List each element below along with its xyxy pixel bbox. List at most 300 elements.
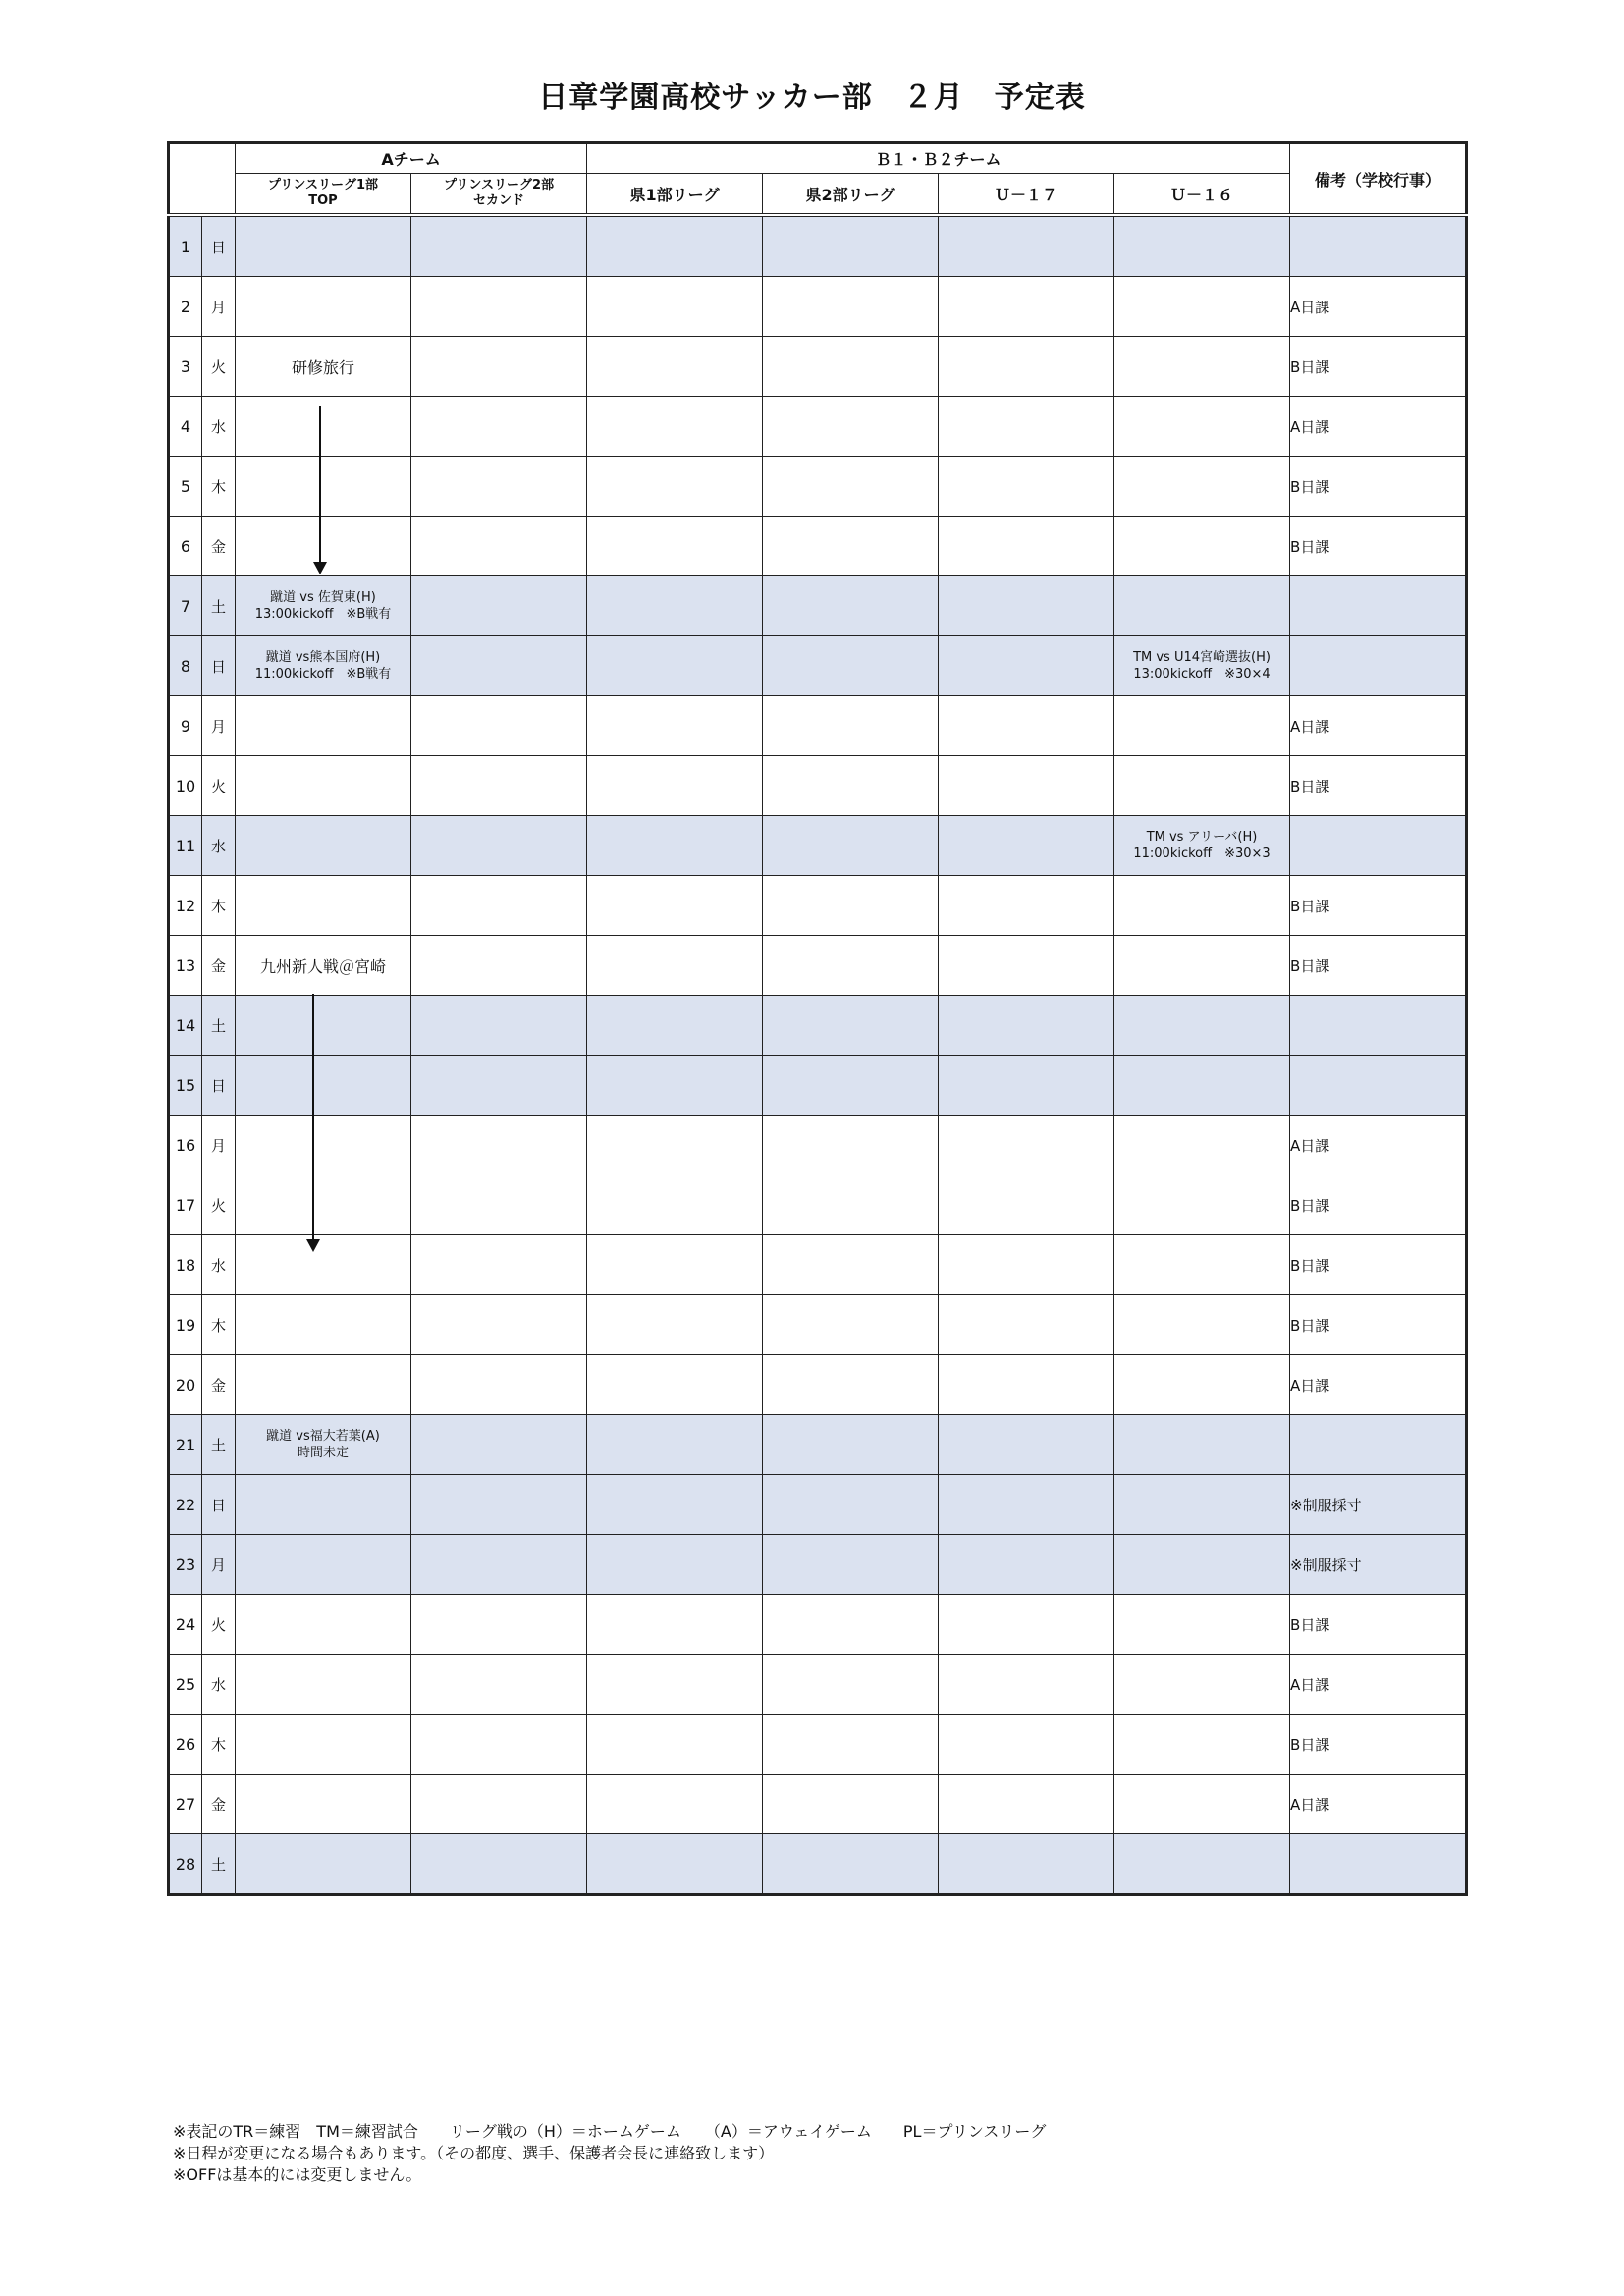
cell-prince1 — [236, 876, 411, 936]
cell-prince1 — [236, 576, 411, 636]
cell-pref2 — [763, 1056, 939, 1116]
cell-prince1 — [236, 397, 411, 457]
cell-pref2 — [763, 277, 939, 337]
cell-pref1 — [587, 996, 763, 1056]
cell-prince1 — [236, 337, 411, 397]
day-number: 13 — [169, 936, 202, 996]
cell-prince2 — [411, 1056, 587, 1116]
day-of-week: 土 — [202, 1415, 236, 1475]
day-row — [169, 1475, 1467, 1535]
day-row — [169, 636, 1467, 696]
cell-prince2 — [411, 397, 587, 457]
cell-remarks: A日課 — [1290, 397, 1467, 457]
cell-pref2 — [763, 696, 939, 756]
day-number: 16 — [169, 1116, 202, 1175]
cell-u16 — [1114, 996, 1290, 1056]
cell-prince1 — [236, 1295, 411, 1355]
cell-prince1 — [236, 936, 411, 996]
cell-pref2 — [763, 1116, 939, 1175]
footer-note-3: ※OFFは基本的には変更しません。 — [173, 2165, 422, 2184]
cell-pref1 — [587, 1355, 763, 1415]
cell-pref1 — [587, 1175, 763, 1235]
cell-pref2 — [763, 1595, 939, 1655]
cell-prince1 — [236, 1535, 411, 1595]
cell-remarks: B日課 — [1290, 756, 1467, 816]
cell-pref2 — [763, 1415, 939, 1475]
cell-remarks — [1290, 1415, 1467, 1475]
day-row — [169, 457, 1467, 517]
cell-prince2 — [411, 1175, 587, 1235]
day-row — [169, 936, 1467, 996]
day-number: 4 — [169, 397, 202, 457]
day-number: 9 — [169, 696, 202, 756]
day-number: 22 — [169, 1475, 202, 1535]
day-row — [169, 816, 1467, 876]
cell-pref1 — [587, 1655, 763, 1715]
cell-u16 — [1114, 1595, 1290, 1655]
day-number: 15 — [169, 1056, 202, 1116]
footer-notes — [173, 2121, 1046, 2186]
cell-u16 — [1114, 1056, 1290, 1116]
day-number: 10 — [169, 756, 202, 816]
cell-u17 — [939, 337, 1114, 397]
day-number: 5 — [169, 457, 202, 517]
cell-remarks — [1290, 576, 1467, 636]
cell-pref1 — [587, 277, 763, 337]
cell-prince2 — [411, 1655, 587, 1715]
cell-prince1 — [236, 1116, 411, 1175]
cell-prince1 — [236, 1715, 411, 1775]
day-number: 21 — [169, 1415, 202, 1475]
cell-u16 — [1114, 1235, 1290, 1295]
cell-prince2 — [411, 1715, 587, 1775]
group-a-header: Aチーム — [236, 143, 587, 174]
cell-pref1 — [587, 1235, 763, 1295]
day-number: 26 — [169, 1715, 202, 1775]
cell-prince2 — [411, 936, 587, 996]
cell-remarks: B日課 — [1290, 337, 1467, 397]
cell-remarks: A日課 — [1290, 1775, 1467, 1834]
cell-u17 — [939, 816, 1114, 876]
footer-note-2: ※日程が変更になる場合もあります。（その都度、選手、保護者会長に連絡致します） — [173, 2144, 775, 2162]
cell-pref2 — [763, 756, 939, 816]
day-row — [169, 1056, 1467, 1116]
cell-pref1 — [587, 576, 763, 636]
cell-u17 — [939, 696, 1114, 756]
day-of-week: 土 — [202, 996, 236, 1056]
day-of-week: 土 — [202, 1834, 236, 1895]
cell-prince1 — [236, 816, 411, 876]
day-of-week: 日 — [202, 1475, 236, 1535]
cell-prince2 — [411, 277, 587, 337]
cell-u17 — [939, 517, 1114, 576]
cell-prince1 — [236, 215, 411, 277]
cell-prince1 — [236, 1595, 411, 1655]
group-b-header: Ｂ１・Ｂ２チーム — [587, 143, 1290, 174]
day-of-week: 木 — [202, 457, 236, 517]
cell-remarks — [1290, 215, 1467, 277]
day-number: 20 — [169, 1355, 202, 1415]
cell-u16 — [1114, 337, 1290, 397]
cell-u16 — [1114, 696, 1290, 756]
cell-pref1 — [587, 337, 763, 397]
cell-prince2 — [411, 636, 587, 696]
cell-prince2 — [411, 1775, 587, 1834]
cell-u16 — [1114, 756, 1290, 816]
cell-prince2 — [411, 457, 587, 517]
cell-u17 — [939, 636, 1114, 696]
day-row — [169, 996, 1467, 1056]
cell-u17 — [939, 277, 1114, 337]
cell-pref2 — [763, 636, 939, 696]
cell-remarks: B日課 — [1290, 1175, 1467, 1235]
cell-pref1 — [587, 1295, 763, 1355]
cell-u16 — [1114, 277, 1290, 337]
day-number: 28 — [169, 1834, 202, 1895]
col-prince2-line2: セカンド — [473, 193, 525, 208]
cell-u16 — [1114, 1535, 1290, 1595]
cell-pref1 — [587, 1415, 763, 1475]
cell-u17 — [939, 1235, 1114, 1295]
cell-prince2 — [411, 517, 587, 576]
cell-u16 — [1114, 397, 1290, 457]
day-of-week: 月 — [202, 1535, 236, 1595]
day-number: 7 — [169, 576, 202, 636]
cell-u17 — [939, 576, 1114, 636]
schedule-table — [167, 141, 1468, 1896]
cell-prince1 — [236, 1056, 411, 1116]
day-row — [169, 1175, 1467, 1235]
corner-cell — [169, 143, 236, 216]
cell-prince2 — [411, 876, 587, 936]
cell-u16 — [1114, 1655, 1290, 1715]
day-number: 14 — [169, 996, 202, 1056]
cell-u17 — [939, 1116, 1114, 1175]
cell-prince2 — [411, 1116, 587, 1175]
cell-prince1 — [236, 756, 411, 816]
col-prince1-header — [236, 174, 411, 216]
cell-u17 — [939, 1834, 1114, 1895]
col-pref2-header: 県2部リーグ — [763, 174, 939, 216]
day-row — [169, 1655, 1467, 1715]
day-of-week: 水 — [202, 397, 236, 457]
day-row — [169, 876, 1467, 936]
cell-remarks: ※制服採寸 — [1290, 1535, 1467, 1595]
cell-prince2 — [411, 1235, 587, 1295]
day-number: 1 — [169, 215, 202, 277]
day-row — [169, 1415, 1467, 1475]
cell-pref2 — [763, 1834, 939, 1895]
cell-pref1 — [587, 1595, 763, 1655]
cell-u16 — [1114, 1775, 1290, 1834]
day-of-week: 水 — [202, 1235, 236, 1295]
day-number: 17 — [169, 1175, 202, 1235]
cell-u16 — [1114, 816, 1290, 876]
cell-pref2 — [763, 1775, 939, 1834]
cell-pref1 — [587, 636, 763, 696]
event-text: 蹴道 vs福大若葉(A) 時間未定 — [266, 1429, 380, 1460]
day-row — [169, 696, 1467, 756]
day-of-week: 木 — [202, 1715, 236, 1775]
cell-prince2 — [411, 696, 587, 756]
day-number: 8 — [169, 636, 202, 696]
day-of-week: 月 — [202, 1116, 236, 1175]
col-prince2-line1: プリンスリーグ2部 — [443, 178, 555, 192]
cell-remarks: B日課 — [1290, 457, 1467, 517]
day-number: 12 — [169, 876, 202, 936]
cell-remarks: B日課 — [1290, 1235, 1467, 1295]
cell-u17 — [939, 996, 1114, 1056]
cell-pref1 — [587, 1775, 763, 1834]
cell-prince2 — [411, 576, 587, 636]
cell-prince1 — [236, 996, 411, 1056]
cell-prince1 — [236, 1655, 411, 1715]
day-row — [169, 1535, 1467, 1595]
cell-prince2 — [411, 1355, 587, 1415]
cell-remarks: ※制服採寸 — [1290, 1475, 1467, 1535]
cell-u17 — [939, 1056, 1114, 1116]
cell-u17 — [939, 936, 1114, 996]
day-number: 2 — [169, 277, 202, 337]
col-prince1-line2: TOP — [308, 193, 338, 208]
event-text: 九州新人戦＠宮崎 — [259, 957, 386, 976]
cell-prince2 — [411, 1415, 587, 1475]
cell-pref1 — [587, 756, 763, 816]
day-number: 25 — [169, 1655, 202, 1715]
day-row — [169, 576, 1467, 636]
day-row — [169, 1834, 1467, 1895]
day-of-week: 火 — [202, 337, 236, 397]
cell-u16 — [1114, 215, 1290, 277]
event-text: 蹴道 vs熊本国府(H) 11:00kickoff ※B戦有 — [254, 650, 392, 682]
day-number: 11 — [169, 816, 202, 876]
day-row — [169, 756, 1467, 816]
cell-pref2 — [763, 1715, 939, 1775]
cell-prince2 — [411, 1475, 587, 1535]
cell-prince2 — [411, 337, 587, 397]
col-u16-header: Ｕ－１６ — [1114, 174, 1290, 216]
cell-pref1 — [587, 696, 763, 756]
cell-prince2 — [411, 1834, 587, 1895]
cell-prince1 — [236, 1355, 411, 1415]
day-row — [169, 1235, 1467, 1295]
cell-remarks: B日課 — [1290, 1595, 1467, 1655]
cell-pref2 — [763, 1475, 939, 1535]
cell-u16 — [1114, 1415, 1290, 1475]
cell-remarks: A日課 — [1290, 1116, 1467, 1175]
day-of-week: 火 — [202, 1175, 236, 1235]
cell-remarks: B日課 — [1290, 517, 1467, 576]
cell-pref2 — [763, 816, 939, 876]
day-row — [169, 337, 1467, 397]
cell-u17 — [939, 1775, 1114, 1834]
day-number: 6 — [169, 517, 202, 576]
day-of-week: 金 — [202, 936, 236, 996]
cell-pref1 — [587, 457, 763, 517]
cell-prince2 — [411, 1295, 587, 1355]
cell-remarks: B日課 — [1290, 876, 1467, 936]
cell-pref2 — [763, 1235, 939, 1295]
cell-pref1 — [587, 397, 763, 457]
cell-prince1 — [236, 1235, 411, 1295]
cell-u16 — [1114, 576, 1290, 636]
cell-pref1 — [587, 1475, 763, 1535]
cell-u16 — [1114, 1834, 1290, 1895]
cell-pref2 — [763, 996, 939, 1056]
cell-u17 — [939, 215, 1114, 277]
cell-pref2 — [763, 1355, 939, 1415]
cell-prince2 — [411, 816, 587, 876]
cell-pref2 — [763, 457, 939, 517]
day-number: 18 — [169, 1235, 202, 1295]
cell-pref1 — [587, 517, 763, 576]
cell-u17 — [939, 756, 1114, 816]
day-number: 27 — [169, 1775, 202, 1834]
cell-pref2 — [763, 1295, 939, 1355]
day-of-week: 金 — [202, 1355, 236, 1415]
cell-prince1 — [236, 696, 411, 756]
cell-u16 — [1114, 1295, 1290, 1355]
cell-pref1 — [587, 1715, 763, 1775]
day-number: 19 — [169, 1295, 202, 1355]
day-row — [169, 1715, 1467, 1775]
cell-u16 — [1114, 1475, 1290, 1535]
cell-prince1 — [236, 1175, 411, 1235]
day-of-week: 火 — [202, 1595, 236, 1655]
day-of-week: 金 — [202, 1775, 236, 1834]
event-text: TM vs U14宮崎選抜(H) 13:00kickoff ※30×4 — [1133, 650, 1271, 682]
cell-u16 — [1114, 517, 1290, 576]
cell-remarks — [1290, 1056, 1467, 1116]
cell-pref2 — [763, 337, 939, 397]
cell-u17 — [939, 457, 1114, 517]
cell-remarks: A日課 — [1290, 696, 1467, 756]
cell-prince2 — [411, 1535, 587, 1595]
arrow-study-trip — [319, 406, 321, 563]
day-of-week: 日 — [202, 636, 236, 696]
col-prince1-line1: プリンスリーグ1部 — [267, 178, 379, 192]
day-row — [169, 1355, 1467, 1415]
cell-prince2 — [411, 996, 587, 1056]
cell-prince1 — [236, 277, 411, 337]
cell-remarks: B日課 — [1290, 936, 1467, 996]
cell-remarks — [1290, 996, 1467, 1056]
day-of-week: 木 — [202, 876, 236, 936]
cell-u17 — [939, 1355, 1114, 1415]
day-of-week: 木 — [202, 1295, 236, 1355]
cell-remarks: B日課 — [1290, 1295, 1467, 1355]
cell-pref2 — [763, 1535, 939, 1595]
cell-pref1 — [587, 876, 763, 936]
day-of-week: 月 — [202, 696, 236, 756]
cell-prince2 — [411, 1595, 587, 1655]
cell-remarks — [1290, 1834, 1467, 1895]
cell-pref1 — [587, 1056, 763, 1116]
day-row — [169, 1295, 1467, 1355]
cell-u17 — [939, 1415, 1114, 1475]
cell-u16 — [1114, 457, 1290, 517]
cell-u16 — [1114, 936, 1290, 996]
cell-pref2 — [763, 517, 939, 576]
day-of-week: 月 — [202, 277, 236, 337]
cell-u16 — [1114, 1175, 1290, 1235]
day-number: 23 — [169, 1535, 202, 1595]
cell-prince1 — [236, 1834, 411, 1895]
cell-prince1 — [236, 457, 411, 517]
page-title: 日章学園高校サッカー部 ２月 予定表 — [538, 81, 1086, 115]
day-row — [169, 215, 1467, 277]
cell-prince1 — [236, 1475, 411, 1535]
cell-pref1 — [587, 1834, 763, 1895]
event-text: 研修旅行 — [291, 357, 354, 377]
cell-pref1 — [587, 816, 763, 876]
cell-remarks: A日課 — [1290, 1655, 1467, 1715]
cell-u16 — [1114, 1715, 1290, 1775]
cell-pref2 — [763, 215, 939, 277]
day-row — [169, 1595, 1467, 1655]
cell-remarks: B日課 — [1290, 1715, 1467, 1775]
cell-pref1 — [587, 215, 763, 277]
cell-prince2 — [411, 215, 587, 277]
cell-prince1 — [236, 1775, 411, 1834]
cell-pref1 — [587, 1535, 763, 1595]
cell-remarks: A日課 — [1290, 1355, 1467, 1415]
day-of-week: 水 — [202, 816, 236, 876]
cell-pref2 — [763, 1655, 939, 1715]
header-row-columns — [169, 174, 1467, 216]
day-of-week: 日 — [202, 1056, 236, 1116]
day-of-week: 土 — [202, 576, 236, 636]
day-of-week: 水 — [202, 1655, 236, 1715]
cell-u17 — [939, 1595, 1114, 1655]
col-u17-header: Ｕ－１７ — [939, 174, 1114, 216]
cell-u16 — [1114, 876, 1290, 936]
cell-remarks — [1290, 636, 1467, 696]
cell-u16 — [1114, 1116, 1290, 1175]
cell-remarks — [1290, 816, 1467, 876]
day-of-week: 火 — [202, 756, 236, 816]
day-row — [169, 397, 1467, 457]
cell-u16 — [1114, 636, 1290, 696]
day-row — [169, 517, 1467, 576]
cell-u17 — [939, 397, 1114, 457]
event-text: 蹴道 vs 佐賀東(H) 13:00kickoff ※B戦有 — [254, 590, 392, 622]
cell-pref1 — [587, 936, 763, 996]
cell-u17 — [939, 1175, 1114, 1235]
cell-pref1 — [587, 1116, 763, 1175]
day-row — [169, 1116, 1467, 1175]
cell-pref2 — [763, 876, 939, 936]
cell-u16 — [1114, 1355, 1290, 1415]
day-number: 3 — [169, 337, 202, 397]
day-of-week: 日 — [202, 215, 236, 277]
cell-pref2 — [763, 936, 939, 996]
day-rows — [169, 215, 1467, 1895]
day-number: 24 — [169, 1595, 202, 1655]
event-text: TM vs アリーバ(H) 11:00kickoff ※30×3 — [1133, 830, 1271, 861]
col-pref1-header: 県1部リーグ — [587, 174, 763, 216]
col-prince2-header — [411, 174, 587, 216]
cell-u17 — [939, 1715, 1114, 1775]
cell-prince1 — [236, 1415, 411, 1475]
day-row — [169, 277, 1467, 337]
cell-u17 — [939, 1295, 1114, 1355]
day-row — [169, 1775, 1467, 1834]
cell-prince2 — [411, 756, 587, 816]
cell-pref2 — [763, 397, 939, 457]
cell-pref2 — [763, 1175, 939, 1235]
cell-prince1 — [236, 636, 411, 696]
